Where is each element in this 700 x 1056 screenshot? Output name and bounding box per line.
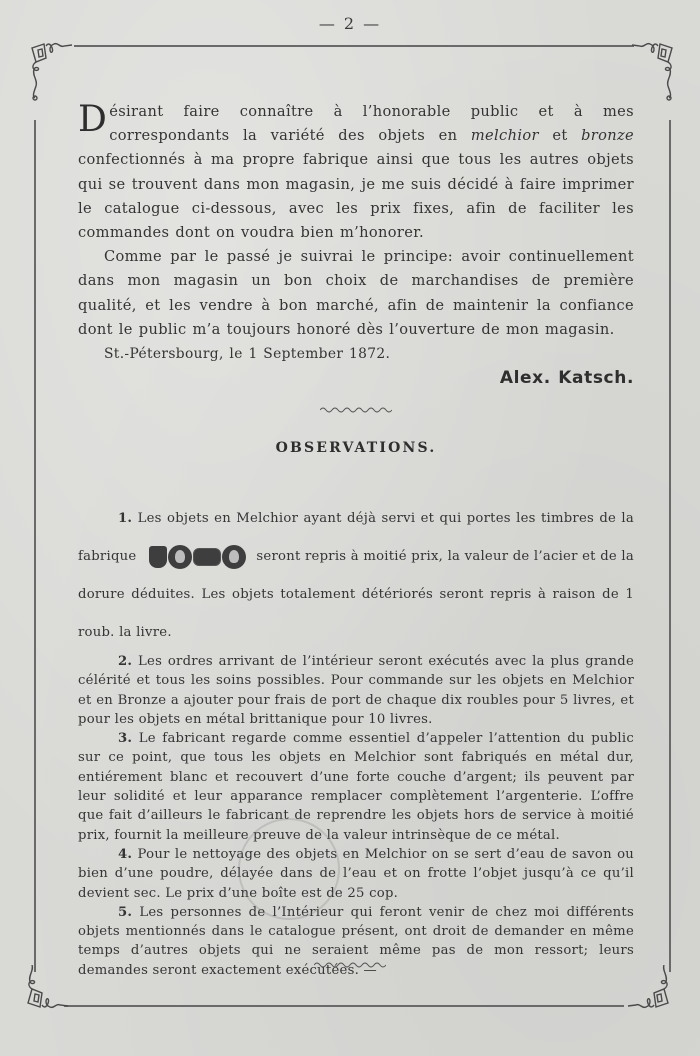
intro-section xyxy=(78,100,634,471)
hallmark-stamps xyxy=(149,545,246,569)
item-number: 5. xyxy=(118,904,133,920)
frame-bottom-rule xyxy=(64,1005,624,1007)
observations-title: OBSERVATIONS. xyxy=(275,440,437,457)
intro-paragraph-1 xyxy=(78,100,634,245)
item-text: Les personnes de l’Intérieur qui feront venir de chez moi différents objets mentionnés dans le catalogue présent, ont droit de demander en même temps d’autres objets qui ne seraient même pas de mon ressort; leurs demandes seront exactement exécutées. — xyxy=(78,904,634,978)
observation-item xyxy=(78,729,634,845)
corner-ornament-icon xyxy=(24,36,74,116)
page-number: — 2 — xyxy=(318,14,382,33)
observation-item xyxy=(78,845,634,903)
intro-text: confectionnés à ma propre fabrique ainsi que tous les autres objets qui se trouvent dans mon magasin, je me suis décidé à faire imprimer le catalogue ci-dessous, avec les prix fixes, afin de faciliter les commandes dont on voudra bien m’honorer. xyxy=(78,151,634,242)
item-text: Le fabricant regarde comme essentiel d’appeler l’attention du public sur ce point, que tous les objets en Melchior sont fabriqués en métal dur, entiérement blanc et recouvert d’une forte couche d’argent; ils peuvent par leur solidité et leur apparance remplacer complètement l’argenterie. L’offre que fait d’ailleurs le fabricant de reprendre les objets hors de service à moitié prix, fournit la meilleure preuve de la valeur intrinsèque de ce métal. xyxy=(78,731,634,843)
frame-left-rule xyxy=(34,120,36,972)
italic-melchior: melchior xyxy=(470,127,539,145)
frame-top-rule xyxy=(74,45,634,47)
observation-item xyxy=(78,500,634,652)
drop-cap: D xyxy=(78,99,108,140)
italic-bronze: bronze xyxy=(581,127,634,145)
frame-right-rule xyxy=(669,120,671,972)
intro-text: et xyxy=(538,127,582,145)
oval-hallmark-icon xyxy=(193,548,221,566)
observations-list xyxy=(78,500,634,980)
wave-divider-icon xyxy=(320,406,392,414)
item-number: 4. xyxy=(118,846,133,862)
item-text: Les objets en Melchior ayant déjà servi et qui portes les timbres de la fabrique xyxy=(78,511,634,564)
item-number: 1. xyxy=(118,511,133,526)
observation-item xyxy=(78,652,634,729)
place-date: St.-Pétersbourg, le 1 September 1872. xyxy=(104,346,391,363)
portrait-hallmark-icon xyxy=(222,545,246,569)
item-number: 2. xyxy=(118,654,133,669)
item-text: Pour le nettoyage des objets en Melchior on se sert d’eau de savon ou bien d’une poudre, délayée dans de l’eau et on frotte l’objet jusqu’à ce qu’il devient sec. Le prix d’une boîte est de 25 cop. xyxy=(78,846,635,901)
shield-hallmark-icon xyxy=(149,546,167,568)
item-number: 3. xyxy=(118,731,133,747)
intro-paragraph-2: Comme par le passé je suivrai le principe: avoir continuellement dans mon magasin un bon choix de marchandises de première qualité, et les vendre à bon marché, afin de maintenir la confiance dont le public m’a toujours honoré dès l’ouverture de mon magasin. xyxy=(78,248,634,338)
corner-ornament-icon xyxy=(20,965,70,1045)
signature: Alex. Katsch. xyxy=(499,368,634,389)
corner-ornament-icon xyxy=(630,36,680,116)
wave-divider-icon xyxy=(314,961,386,969)
item-text: Les ordres arrivant de l’intérieur seront exécutés avec la plus grande célérité et tous les soins possibles. Pour commande sur les objets en Melchior et en Bronze a ajouter pour frais de port de chaque dix roubles pour 5 livres, et pour les objets en métal brittanique pour 10 livres. xyxy=(78,654,634,727)
item-text: seront repris à moitié prix, la valeur de l’acier et de la dorure déduites. Les objets totalement détériorés seront repris à raison de 1 roub. la livre. xyxy=(78,549,634,640)
intro-text: ésirant faire connaître à l’honorable public et à mes correspondants la variété des objets en xyxy=(109,103,634,145)
